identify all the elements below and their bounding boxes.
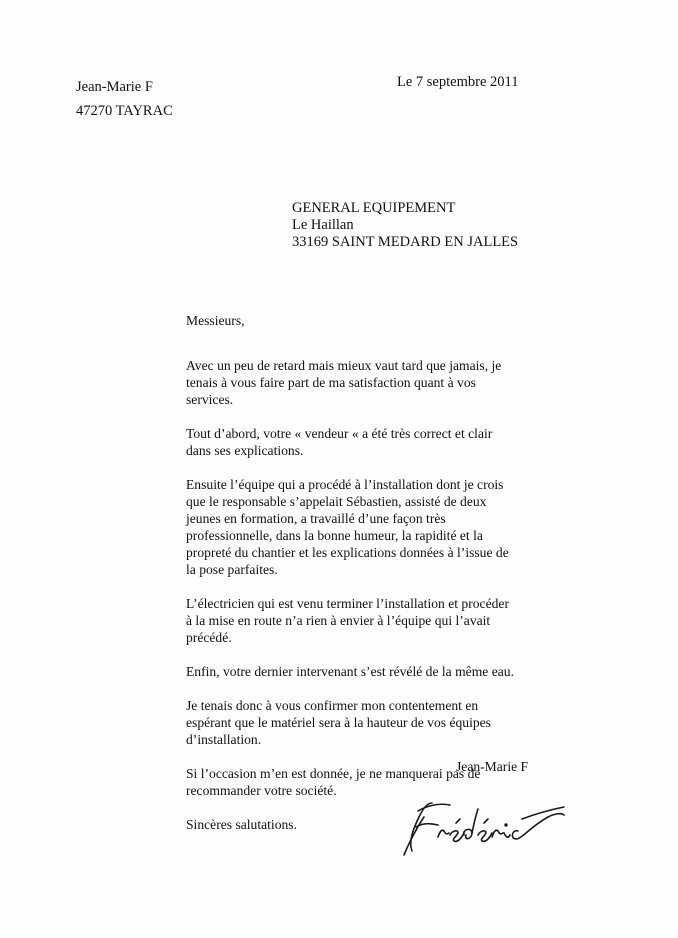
signature-name: Jean-Marie F [456,759,529,774]
handwritten-signature [398,793,568,863]
recipient-city: 33169 SAINT MEDARD EN JALLES [292,234,519,250]
recipient-company: GENERAL EQUIPEMENT [292,200,456,216]
paragraph: L’électricien qui est venu terminer l’installation et procéder à la mise en route n’a rien à envier à l’équipe qui l’avait précédé. [186,596,509,645]
paragraph: Si l’occasion m’en est donnée, je ne manquerai pas de recommander votre société. [186,766,481,798]
letter-body [186,312,516,833]
paragraph: Enfin, votre dernier intervenant s’est révélé de la même eau. [186,664,514,679]
recipient-address [292,200,518,251]
salutation: Messieurs, [186,313,245,328]
paragraph: Tout d’abord, votre « vendeur « a été très correct et clair dans ses explications. [186,426,493,458]
sender-city: 47270 TAYRAC [76,103,173,119]
letter-date: Le 7 septembre 2011 [397,74,519,90]
paragraph: Ensuite l’équipe qui a procédé à l’installation dont je crois que le responsable s’appelait Sébastien, assisté de deux jeunes en formation, a travaillé d’une façon très professionnelle, dans la bonne humeur, la rapidité et la propreté du chantier et les explications données à l’issue de la pose parfaites. [186,477,509,577]
paragraph: Je tenais donc à vous confirmer mon contentement en espérant que le matériel sera à la hauteur de vos équipes d’installation. [186,698,491,747]
paragraph: Avec un peu de retard mais mieux vaut tard que jamais, je tenais à vous faire part de ma satisfaction quant à vos services. [186,358,502,407]
sender-name: Jean-Marie F [76,79,153,95]
recipient-place: Le Haillan [292,217,354,233]
closing: Sincères salutations. [186,817,297,832]
